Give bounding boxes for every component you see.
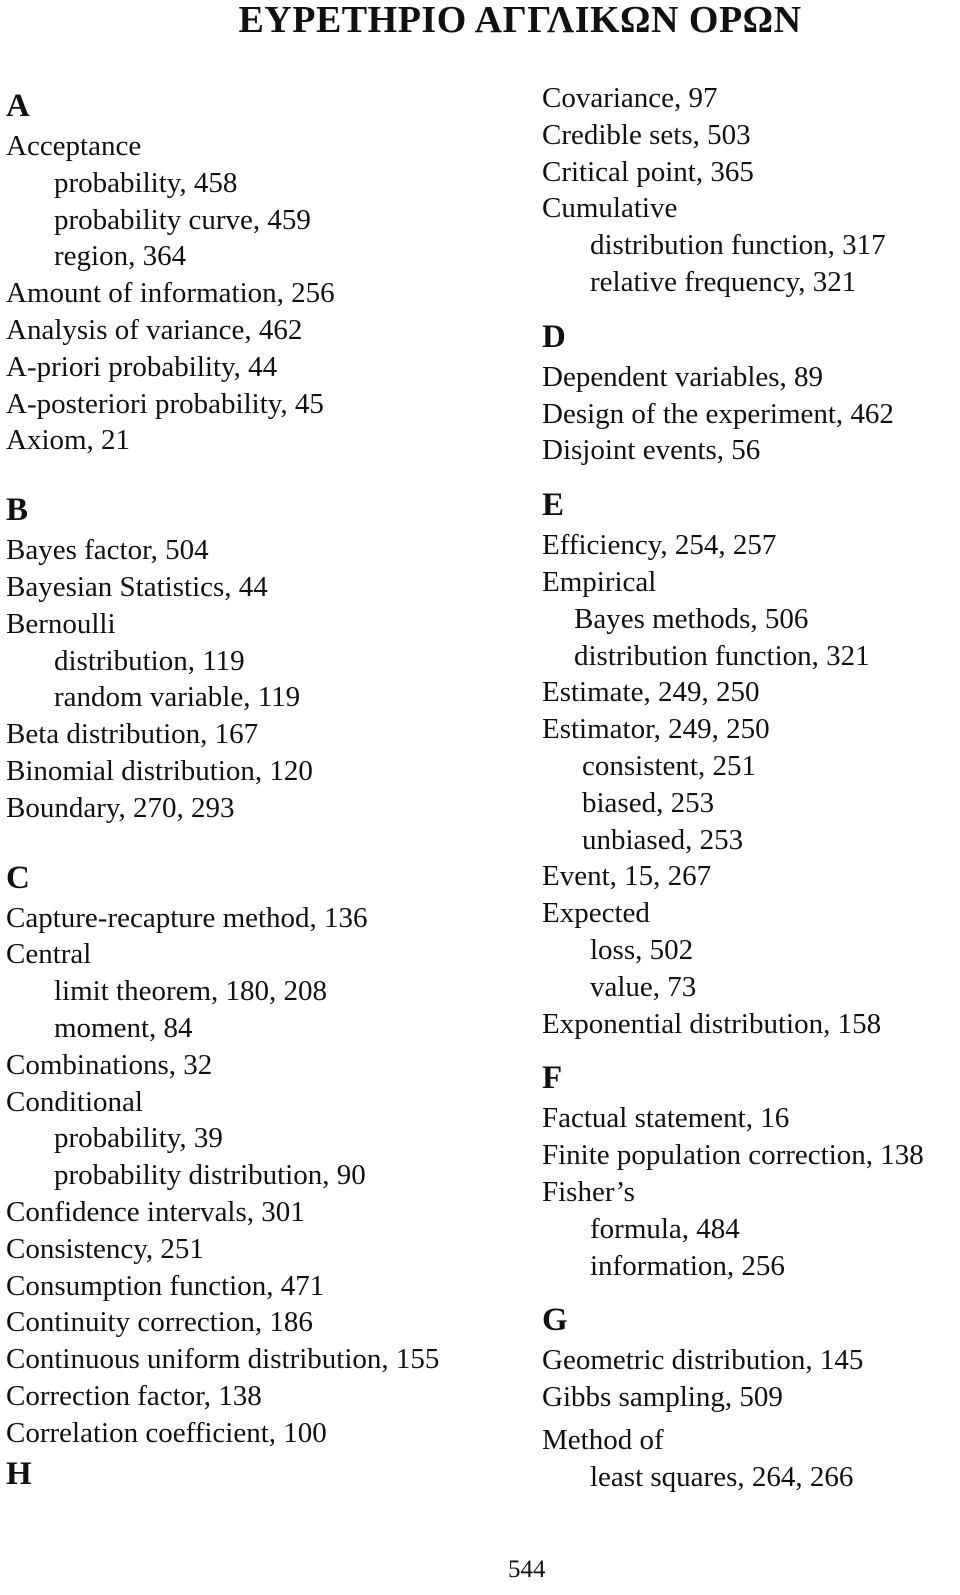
index-entry: Correlation coefficient, 100 <box>6 1416 327 1449</box>
index-subentry: probability curve, 459 <box>54 203 311 236</box>
index-entry: Covariance, 97 <box>542 82 718 114</box>
section-letter-b: B <box>6 492 29 529</box>
index-subentry: limit theorem, 180, 208 <box>54 975 328 1008</box>
index-entry: Central <box>6 938 92 971</box>
index-entry: Binomial distribution, 120 <box>6 754 313 787</box>
index-entry: Fisher’s <box>542 1175 635 1208</box>
index-entry: Gibbs sampling, 509 <box>542 1381 783 1414</box>
index-entry: Continuity correction, 186 <box>6 1306 313 1339</box>
index-entry: Continuous uniform distribution, 155 <box>6 1343 440 1376</box>
index-subentry: formula, 484 <box>590 1212 740 1245</box>
index-subentry: consistent, 251 <box>582 749 756 782</box>
section-letter-c: C <box>6 859 30 896</box>
index-subentry: random variable, 119 <box>54 681 301 714</box>
index-subentry: value, 73 <box>590 970 697 1003</box>
section-letter-h: H <box>6 1455 32 1492</box>
index-entry: Confidence intervals, 301 <box>6 1195 305 1228</box>
index-entry: Bayes factor, 504 <box>6 534 209 567</box>
index-entry: Dependent variables, 89 <box>542 360 824 393</box>
index-entry: Bernoulli <box>6 607 116 640</box>
index-entry: Boundary, 270, 293 <box>6 791 235 824</box>
section-letter-g: G <box>542 1302 568 1339</box>
index-entry: Expected <box>542 897 650 930</box>
page-number: 544 <box>508 1556 546 1583</box>
section-letter-e: E <box>542 487 565 524</box>
page-title: ΕΥΡΕΤΗΡΙΟ ΑΓΓΛΙΚΩΝ ΟΡΩΝ <box>238 0 802 41</box>
index-subentry: probability, 39 <box>54 1122 223 1155</box>
index-entry: Combinations, 32 <box>6 1048 213 1081</box>
index-entry: Disjoint events, 56 <box>542 434 761 467</box>
index-entry: Conditional <box>6 1085 143 1118</box>
index-entry: Beta distribution, 167 <box>6 718 259 751</box>
index-subentry: distribution function, 321 <box>574 639 870 672</box>
section-letter-a: A <box>6 88 30 124</box>
index-entry: Axiom, 21 <box>6 424 131 457</box>
index-subentry: probability distribution, 90 <box>54 1159 366 1192</box>
index-subentry: least squares, 264, 266 <box>590 1460 854 1493</box>
index-entry: Analysis of variance, 462 <box>6 313 303 346</box>
section-letter-d: D <box>542 318 566 355</box>
index-entry: Bayesian Statistics, 44 <box>6 570 268 603</box>
index-entry: Amount of information, 256 <box>6 277 335 310</box>
index-subentry: distribution, 119 <box>54 644 245 677</box>
index-subentry: probability, 458 <box>54 166 238 199</box>
index-entry: Credible sets, 503 <box>542 118 751 151</box>
index-entry: Event, 15, 267 <box>542 860 712 893</box>
section-letter-f: F <box>542 1060 563 1097</box>
index-entry: Estimator, 249, 250 <box>542 713 770 746</box>
index-entry: Factual statement, 16 <box>542 1102 790 1135</box>
index-entry: Geometric distribution, 145 <box>542 1344 864 1377</box>
index-entry: Consumption function, 471 <box>6 1269 325 1302</box>
index-entry: Empirical <box>542 565 657 598</box>
index-subentry: moment, 84 <box>54 1011 193 1044</box>
index-subentry: region, 364 <box>54 240 187 273</box>
index-subentry: distribution function, 317 <box>590 229 886 262</box>
index-entry: Efficiency, 254, 257 <box>542 529 777 562</box>
index-subentry: information, 256 <box>590 1249 785 1282</box>
index-subentry: unbiased, 253 <box>582 823 744 856</box>
index-subentry: biased, 253 <box>582 786 715 819</box>
index-entry: Method of <box>542 1423 664 1456</box>
index-entry: Estimate, 249, 250 <box>542 676 760 709</box>
index-entry: Finite population correction, 138 <box>542 1139 924 1172</box>
index-entry: A-posteriori probability, 45 <box>6 387 324 420</box>
index-entry: A-priori probability, 44 <box>6 350 278 383</box>
index-entry: Acceptance <box>6 130 142 162</box>
index-subentry: loss, 502 <box>590 933 694 966</box>
index-entry: Correction factor, 138 <box>6 1379 262 1412</box>
index-entry: Design of the experiment, 462 <box>542 397 894 430</box>
index-entry: Capture-recapture method, 136 <box>6 901 368 934</box>
index-entry: Critical point, 365 <box>542 155 754 188</box>
index-column-right <box>542 80 924 1496</box>
index-subentry: relative frequency, 321 <box>590 265 857 298</box>
index-column-left <box>6 84 439 1496</box>
index-subentry: Bayes methods, 506 <box>574 602 809 635</box>
index-entry: Consistency, 251 <box>6 1232 204 1265</box>
index-entry: Cumulative <box>542 192 678 225</box>
index-entry: Exponential distribution, 158 <box>542 1007 882 1040</box>
